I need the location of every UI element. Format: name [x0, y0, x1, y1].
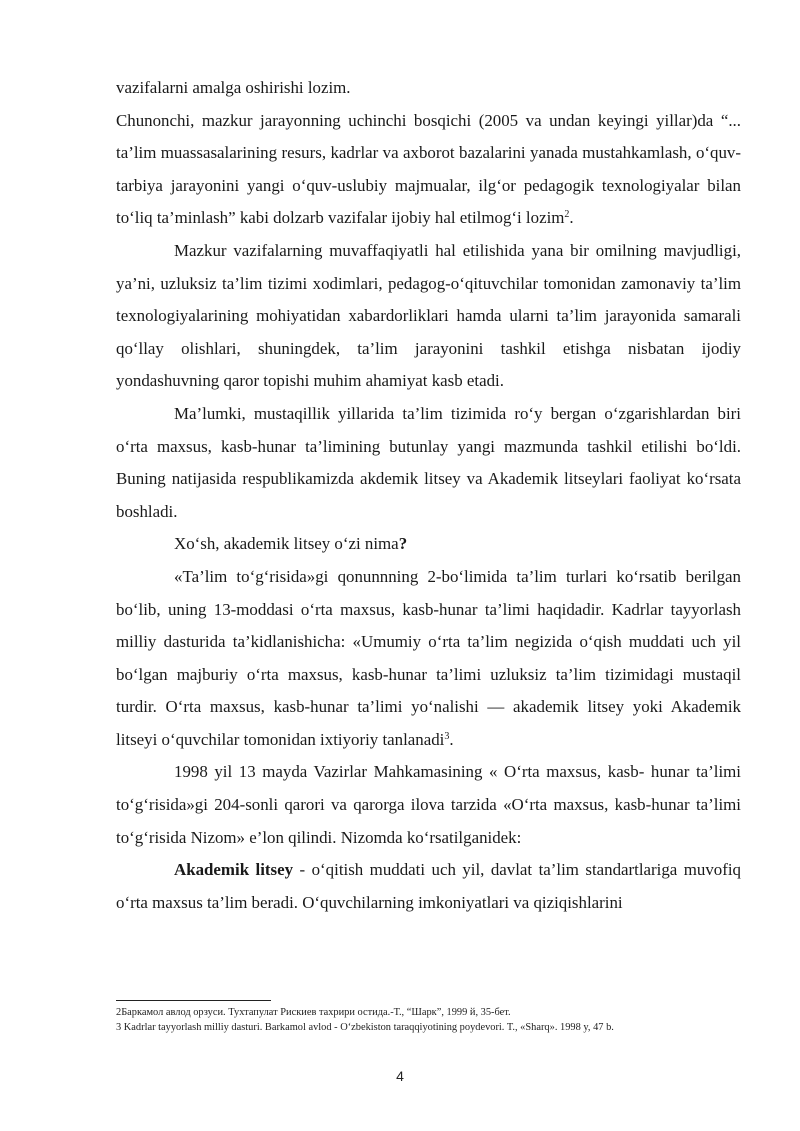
term-akademik-litsey: Akademik litsey — [174, 860, 294, 880]
paragraph-5: Xo‘sh, akademik litsey o‘zi nima? — [174, 534, 408, 554]
footnotes — [116, 1005, 741, 1035]
page-number: 4 — [396, 1068, 404, 1084]
footnote-ref-2: 2 — [564, 209, 570, 221]
paragraph-8: Akademik litsey - o‘qitish muddati uch yil, davlat ta’lim standartlariga muvofiq o‘rta maxsus ta’lim beradi. O‘quvchilarning imkoniyatlari va qiziqishlarini — [116, 860, 741, 912]
paragraph-3: Mazkur vazifalarning muvaffaqiyatli hal etilishida yana bir omilning mavjudligi, ya’ni, uzluksiz ta’lim tizimi xodimlari, pedagog-o‘qituvchilar tomonidan zamonaviy ta’lim texnologiyalarining mohiyatidan xabardorliklari hamda ularni ta’lim jarayonida samarali qo‘llay olishlari, shuningdek, ta’lim jarayonini tashkil etishga nisbatan ijodiy yondashuvning qaror topishi muhim ahamiyat kasb etadi. — [116, 240, 741, 391]
footnote-2: 2Баркамол авлод орзуси. Тухтапулат Рискиев тахрири остида.-Т., “Шарк”, 1999 й, 35-бет. — [116, 1007, 511, 1018]
footnote-3: 3 Kadrlar tayyorlash milliy dasturi. Barkamol avlod - O‘zbekiston taraqqiyotining poydevori. T., «Sharq». 1998 y, 47 b. — [116, 1022, 614, 1033]
footnote-ref-3: 3 — [444, 730, 450, 742]
body-text — [116, 72, 741, 919]
paragraph-2: Chunonchi, mazkur jarayonning uchinchi bosqichi (2005 va undan keyingi yillar)da “... ta’lim muassasalarining resurs, kadrlar va axborot bazalarini yanada mustahkamlash, o‘quv-tarbiya jarayonini yangi o‘quv-uslubiy majmualar, ilg‘or pedagogik texnologiyalar bilan to‘liq ta’minlash” kabi dolzarb vazifalar ijobiy hal etilmog‘i lozim$^2$. — [116, 110, 741, 228]
paragraph-1: vazifalarni amalga oshirishi lozim. — [116, 78, 351, 97]
footnote-separator — [116, 1000, 271, 1001]
paragraph-4: Ma’lumki, mustaqillik yillarida ta’lim tizimida ro‘y bergan o‘zgarishlardan biri o‘rta maxsus, kasb-hunar ta’limining butunlay yangi mazmunda tashkil etilishi bo‘ldi. Buning natijasida respublikamizda akdemik litsey va Akademik litseylari faoliyat ko‘rsata boshladi. — [116, 403, 741, 521]
paragraph-6: «Ta’lim to‘g‘risida»gi qonunnning 2-bo‘limida ta’lim turlari ko‘rsatib berilgan bo‘lib, uning 13-moddasi o‘rta maxsus, kasb-hunar ta’limi haqidadir. Kadrlar tayyorlash milliy dasturida ta’kidlanishicha: «Umumiy o‘rta ta’lim negizida o‘qish muddati uch yil bo‘lgan majburiy o‘rta maxsus, kasb-hunar ta’limi uzluksiz ta’lim tizimidagi mustaqil turdir. O‘rta maxsus, kasb-hunar ta’limi yo‘nalishi — akademik litsey yoki Akademik litseyi o‘quvchilar tomonidan ixtiyoriy tanlanadi$^3$. — [116, 566, 741, 749]
paragraph-7: 1998 yil 13 mayda Vazirlar Mahkamasining « O‘rta maxsus, kasb- hunar ta’limi to‘g‘risida»gi 204-sonli qarori va qarorga ilova tarzida «O‘rta maxsus, kasb-hunar ta’limi to‘g‘risida Nizom» e’lon qilindi. Nizomda ko‘rsatilganidek: — [116, 762, 741, 847]
